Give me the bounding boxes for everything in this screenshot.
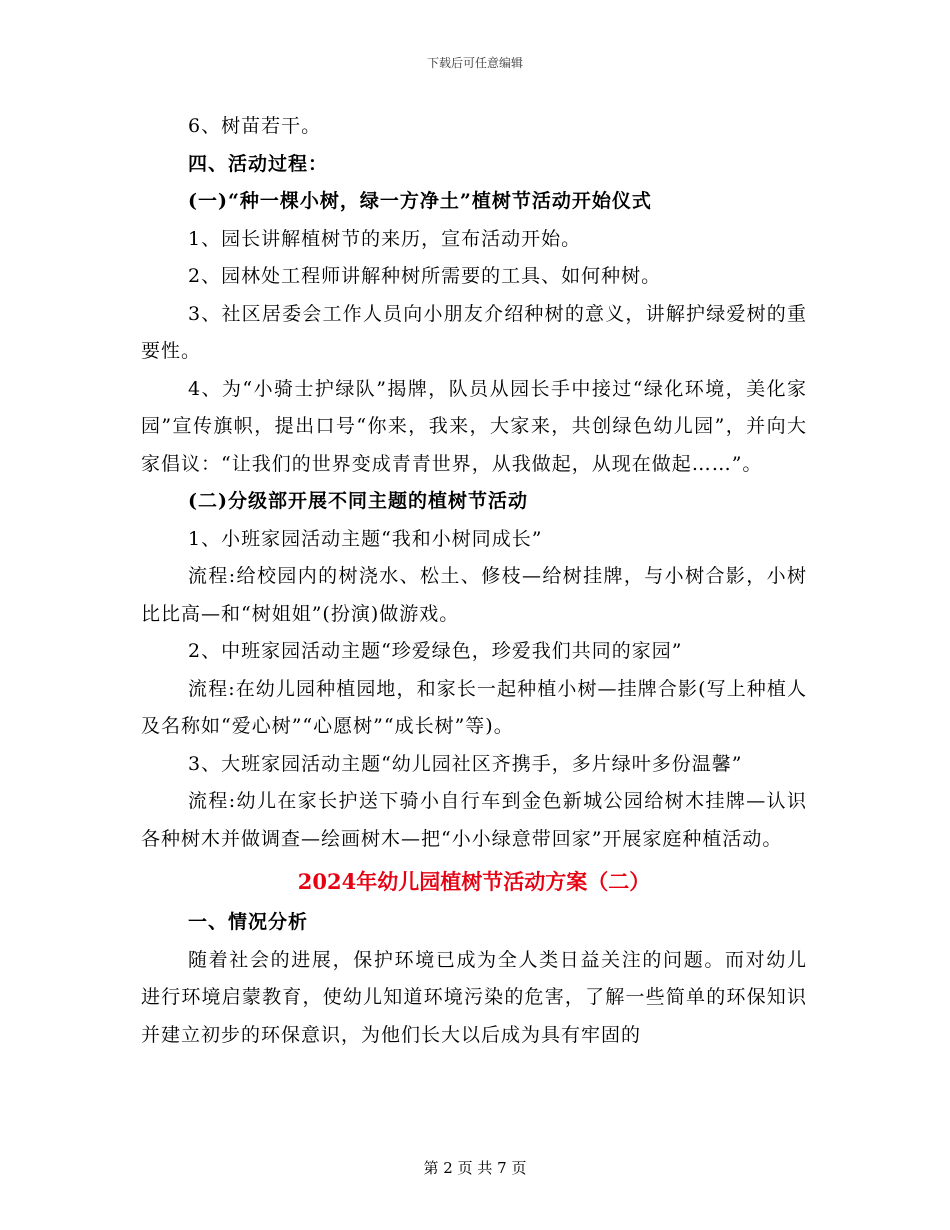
paragraph-materials-6: 6、树苗若干。 [188, 115, 322, 137]
subsection-heading-opening: (一)“种一棵小树，绿一方净土”植树节活动开始仪式 [188, 190, 652, 212]
paragraph-middle-class-theme: 2、中班家园活动主题“珍爱绿色，珍爱我们共同的家园” [188, 640, 683, 662]
section-heading-process: 四、活动过程： [188, 152, 329, 175]
paragraph-middle-class-flow: 流程:在幼儿园种植园地，和家长一起种植小树—挂牌合影(写上种植人及名称如“爱心树”“心愿树”“成长树”等)。 [141, 677, 807, 737]
document-body [141, 108, 807, 1054]
paragraph-step-4: 4、为“小骑士护绿队”揭牌，队员从园长手中接过“绿化环境，美化家园”宣传旗帜，提出口号“你来，我来，大家来，共创绿色幼儿园”，并向大家倡议：“让我们的世界变成青青世界，从我做起，从现在做起……”。 [141, 377, 807, 475]
paragraph-step-2: 2、园林处工程师讲解种树所需要的工具、如何种树。 [188, 265, 662, 287]
paragraph-small-class-theme: 1、小班家园活动主题“我和小树同成长” [188, 527, 543, 550]
document-title: 2024年幼儿园植树节活动方案（二） [297, 869, 651, 894]
page-header: 下载后可任意编辑 [426, 56, 523, 70]
paragraph-large-class-flow: 流程:幼儿在家长护送下骑小自行车到金色新城公园给树木挂牌—认识各种树木并做调查—绘画树木—把“小小绿意带回家”开展家庭种植活动。 [141, 790, 807, 850]
paragraph-step-1: 1、园长讲解植树节的来历，宣布活动开始。 [188, 227, 582, 250]
paragraph-small-class-flow: 流程:给校园内的树浇水、松土、修枝—给树挂牌，与小树合影，小树比比高—和“树姐姐”(扮演)做游戏。 [141, 565, 807, 625]
subsection-heading-grades: (二)分级部开展不同主题的植树节活动 [188, 490, 528, 512]
page-footer: 第 2 页 共 7 页 [423, 1159, 527, 1177]
paragraph-analysis: 随着社会的进展，保护环境已成为全人类日益关注的问题。而对幼儿进行环境启蒙教育，使幼儿知道环境污染的危害，了解一些简单的环保知识并建立初步的环保意识，为他们长大以后成为具有牢固的 [141, 948, 807, 1046]
paragraph-large-class-theme: 3、大班家园活动主题“幼儿园社区齐携手，多片绿叶多份温馨” [188, 752, 743, 775]
section-heading-analysis: 一、情况分析 [188, 911, 309, 933]
paragraph-step-3: 3、社区居委会工作人员向小朋友介绍种树的意义，讲解护绿爱树的重要性。 [141, 302, 807, 362]
